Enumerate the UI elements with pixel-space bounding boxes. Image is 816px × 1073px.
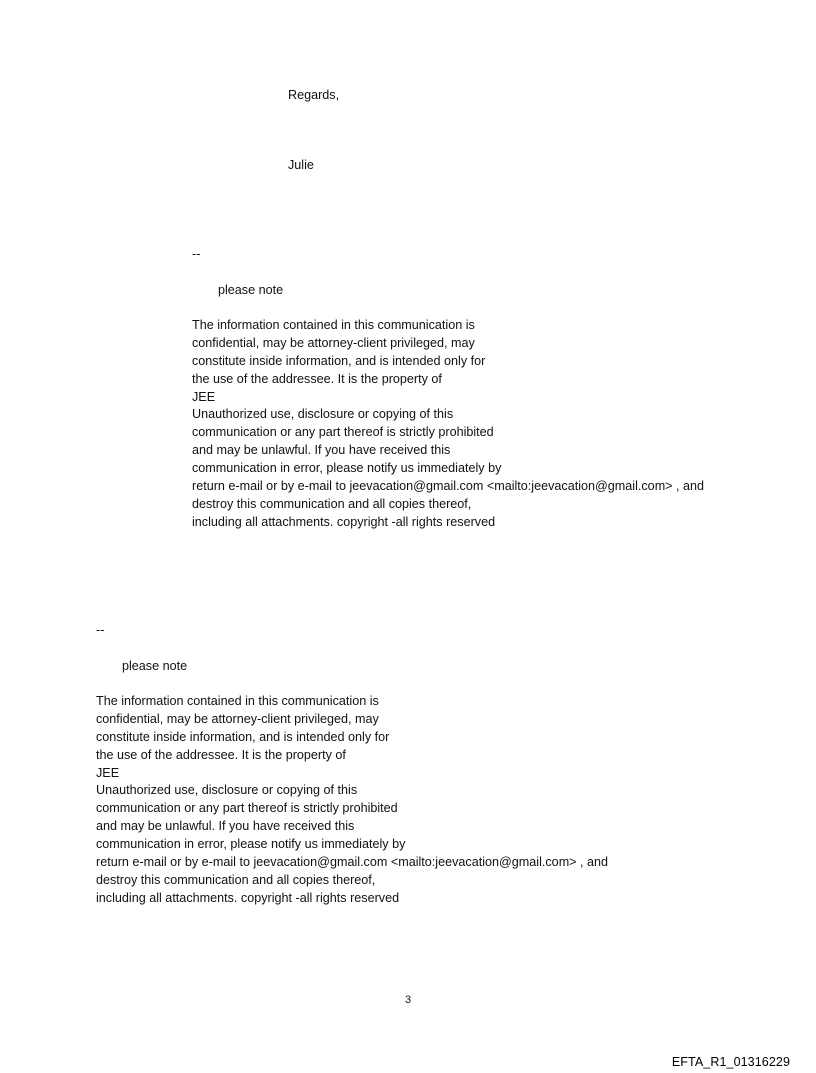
outer-disclaimer-line: confidential, may be attorney-client privileged, may [96,711,379,726]
outer-disclaimer-line: communication in error, please notify us immediately by [96,837,406,852]
outer-disclaimer-line: destroy this communication and all copies thereof, [96,872,376,887]
outer-note-heading: please note [122,659,188,673]
inner-disclaimer-line: destroy this communication and all copies thereof, [192,496,472,511]
bates-number: EFTA_R1_01316229 [671,1055,790,1069]
outer-disclaimer-line: return e-mail or by e-mail to jeevacation@gmail.com <mailto:jeevacation@gmail.com> , and [96,855,609,870]
outer-disclaimer-line: and may be unlawful. If you have received this [96,819,355,834]
page-number: 3 [404,994,412,1006]
outer-disclaimer-line: JEE [96,765,120,780]
inner-signature-separator: -- [192,247,201,261]
inner-disclaimer-line: Unauthorized use, disclosure or copying of this [192,407,454,422]
regards-text: Regards, [288,88,340,102]
inner-note-heading: please note [218,283,284,297]
inner-disclaimer [192,317,704,532]
inner-disclaimer-line: return e-mail or by e-mail to jeevacation@gmail.com <mailto:jeevacation@gmail.com> , and [192,479,705,494]
inner-disclaimer-line: The information contained in this communication is [192,318,475,332]
inner-disclaimer-line: including all attachments. copyright -all rights reserved [192,514,496,529]
sender-name: Julie [288,158,314,172]
inner-disclaimer-line: communication or any part thereof is strictly prohibited [192,425,494,440]
outer-disclaimer [96,693,608,908]
outer-disclaimer-line: The information contained in this communication is [96,694,379,708]
inner-disclaimer-line: communication in error, please notify us immediately by [192,461,502,476]
outer-disclaimer-line: communication or any part thereof is strictly prohibited [96,801,398,816]
outer-disclaimer-line: Unauthorized use, disclosure or copying of this [96,783,358,798]
outer-disclaimer-line: including all attachments. copyright -all rights reserved [96,890,400,905]
outer-disclaimer-line: the use of the addressee. It is the property of [96,747,346,762]
inner-disclaimer-line: constitute inside information, and is intended only for [192,353,486,368]
outer-disclaimer-line: constitute inside information, and is intended only for [96,729,390,744]
inner-disclaimer-line: the use of the addressee. It is the property of [192,371,442,386]
inner-disclaimer-line: confidential, may be attorney-client privileged, may [192,335,475,350]
inner-disclaimer-line: and may be unlawful. If you have received this [192,443,451,458]
outer-signature-separator: -- [96,623,105,637]
inner-disclaimer-line: JEE [192,389,216,404]
